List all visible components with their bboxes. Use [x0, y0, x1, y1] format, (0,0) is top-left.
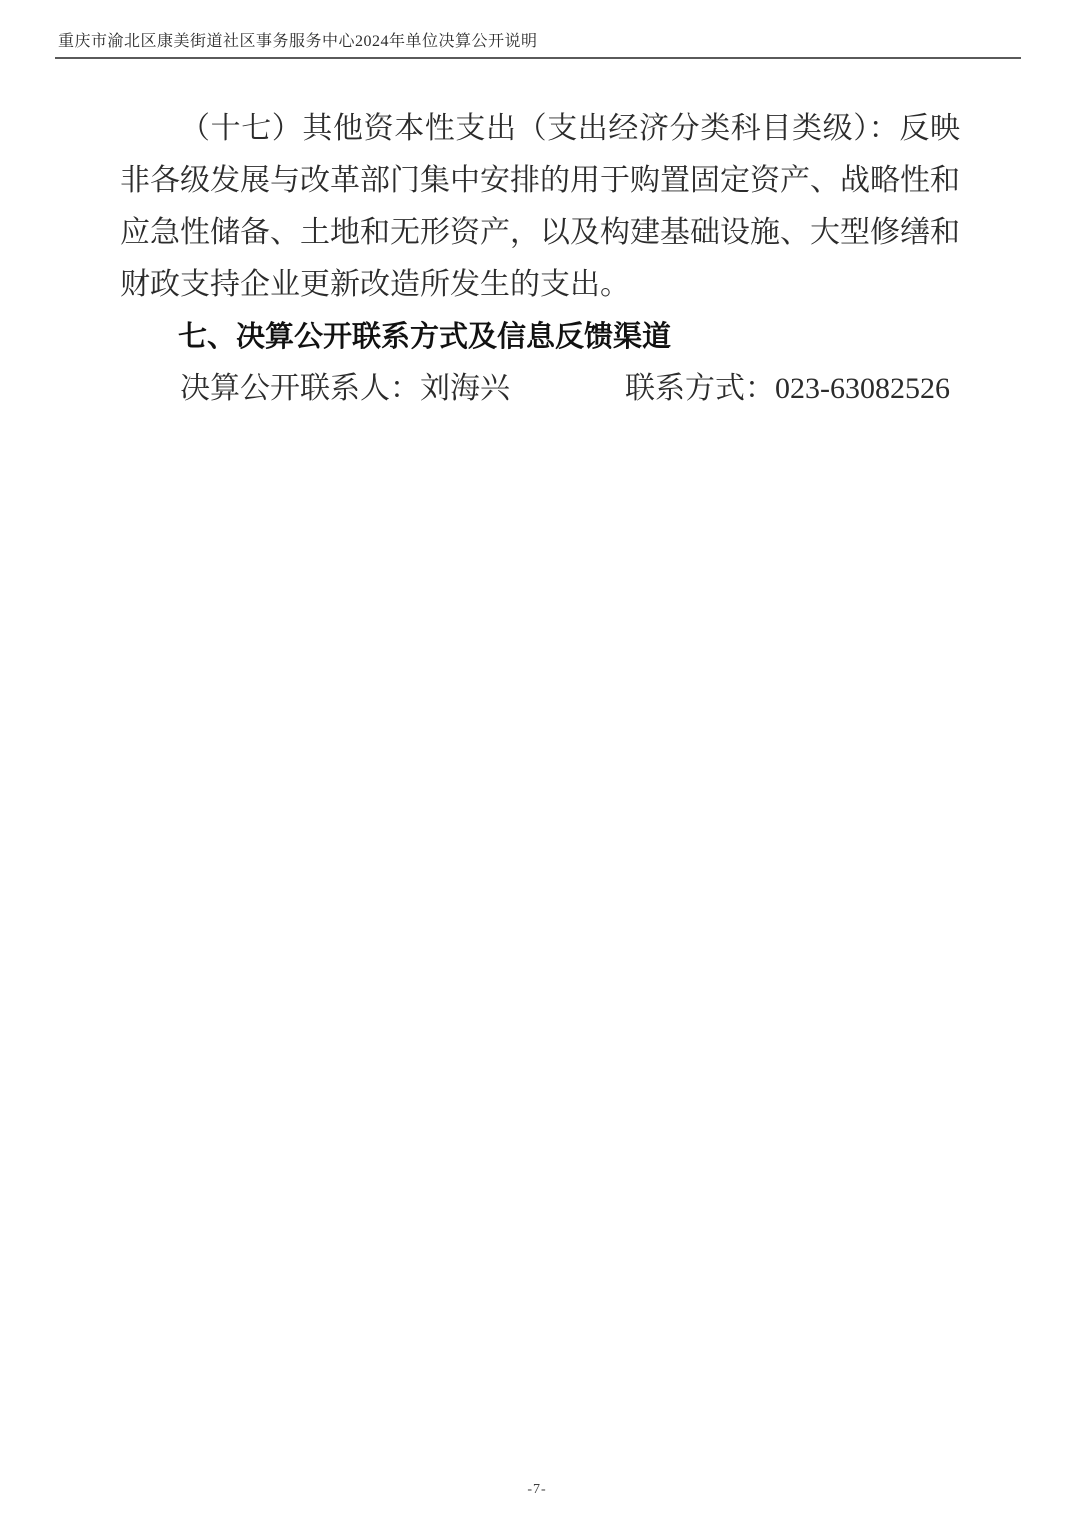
contact-line [120, 363, 960, 415]
paragraph-item-17: （十七）其他资本性支出（支出经济分类科目类级）：反映非各级发展与改革部门集中安排的用于购置固定资产、战略性和应急性储备、土地和无形资产，以及构建基础设施、大型修缮和财政支持企业更新改造所发生的支出。 [120, 112, 960, 301]
header-rule [55, 57, 1021, 59]
contact-person-label: 决算公开联系人：刘海兴 [180, 372, 510, 405]
header-title: 重庆市渝北区康美街道社区事务服务中心2024年单位决算公开说明 [58, 33, 538, 50]
contact-method-label: 联系方式：023-63082526 [625, 372, 950, 405]
page-number: -7- [527, 1482, 547, 1497]
page-footer [0, 1480, 1074, 1498]
document-body [120, 103, 960, 415]
section-heading-7: 七、决算公开联系方式及信息反馈渠道 [178, 321, 672, 353]
page-header [55, 28, 1021, 59]
